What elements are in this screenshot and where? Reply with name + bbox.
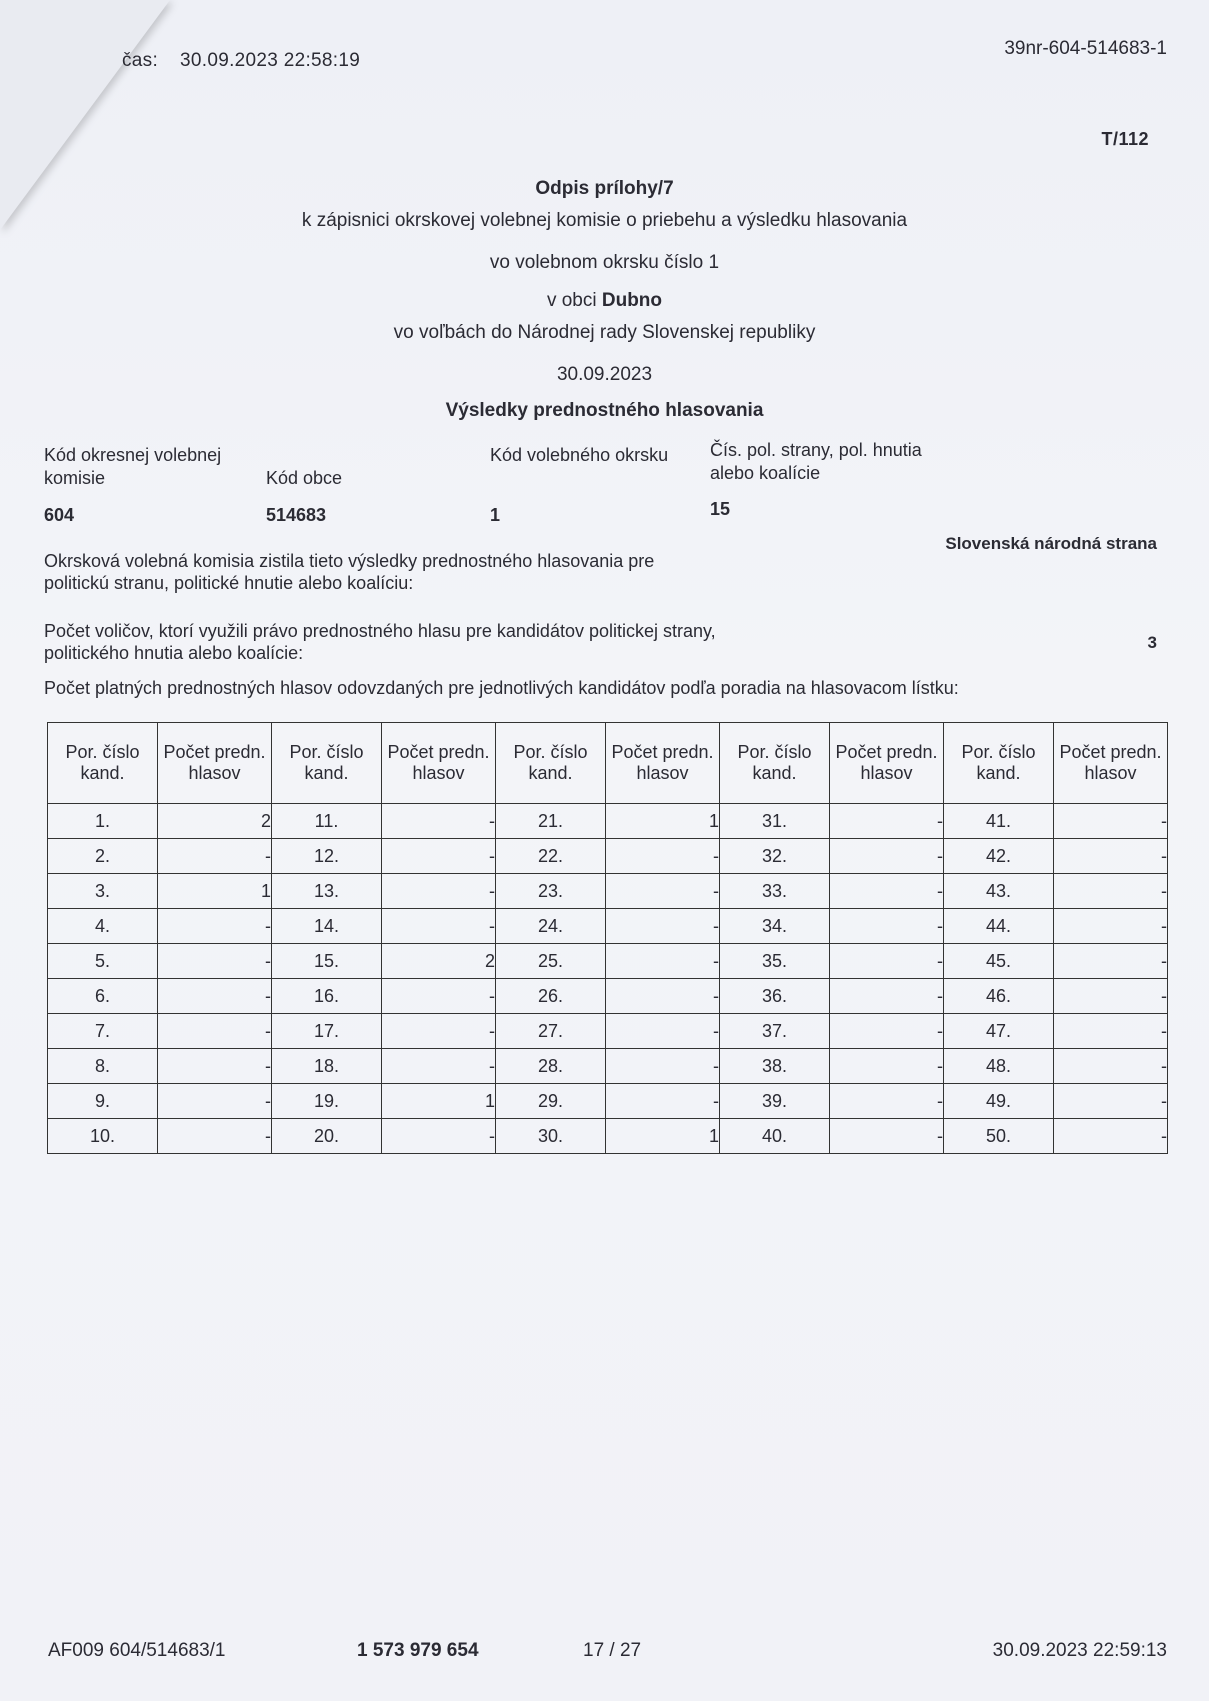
candidate-number: 48.	[944, 1049, 1054, 1084]
doc-subtitle: k zápisnici okrskovej volebnej komisie o priebehu a výsledku hlasovania	[301, 210, 908, 231]
okrsok-code-label: Kód volebného okrsku	[490, 445, 669, 465]
party-number-label: Čís. pol. strany, pol. hnutia alebo koalície	[710, 440, 922, 483]
preferential-votes: -	[158, 1084, 272, 1119]
candidate-number: 13.	[272, 874, 382, 909]
table-row	[48, 979, 1168, 1014]
preferential-votes: -	[606, 909, 720, 944]
preferential-votes: -	[1054, 839, 1168, 874]
preferential-votes: -	[1054, 1049, 1168, 1084]
candidate-number: 4.	[48, 909, 158, 944]
town-prefix: v obci	[546, 290, 602, 311]
candidate-number: 22.	[496, 839, 606, 874]
preferential-votes: -	[382, 979, 496, 1014]
candidate-number: 26.	[496, 979, 606, 1014]
preferential-votes: -	[158, 1049, 272, 1084]
preferential-votes: -	[606, 1014, 720, 1049]
table-body	[48, 804, 1168, 1154]
candidate-number: 11.	[272, 804, 382, 839]
header-hlasy: Počet predn. hlasov	[158, 723, 272, 804]
candidate-number: 30.	[496, 1119, 606, 1154]
preferential-votes: -	[606, 874, 720, 909]
preferential-votes: -	[830, 979, 944, 1014]
preferential-votes: -	[382, 909, 496, 944]
preferential-votes: -	[606, 979, 720, 1014]
candidate-number: 10.	[48, 1119, 158, 1154]
table-row	[48, 1014, 1168, 1049]
footer-timestamp: 30.09.2023 22:59:13	[992, 1640, 1167, 1661]
section-heading: Výsledky prednostného hlasovania	[445, 400, 764, 421]
district-line: vo volebnom okrsku číslo 1	[489, 252, 720, 273]
candidate-number: 39.	[720, 1084, 830, 1119]
preferential-votes: 1	[606, 804, 720, 839]
candidate-number: 16.	[272, 979, 382, 1014]
candidate-number: 25.	[496, 944, 606, 979]
table-row	[48, 1049, 1168, 1084]
preferential-votes: -	[830, 1119, 944, 1154]
candidate-number: 9.	[48, 1084, 158, 1119]
preferential-votes: -	[158, 979, 272, 1014]
candidate-number: 12.	[272, 839, 382, 874]
preferential-votes: -	[382, 874, 496, 909]
table-row	[48, 804, 1168, 839]
candidate-number: 21.	[496, 804, 606, 839]
table-row	[48, 874, 1168, 909]
election-date: 30.09.2023	[556, 364, 653, 385]
results-table	[47, 722, 1168, 1154]
preferential-votes: 2	[158, 804, 272, 839]
okres-code-label: Kód okresnej volebnej komisie	[44, 445, 222, 488]
candidate-number: 35.	[720, 944, 830, 979]
candidate-number: 41.	[944, 804, 1054, 839]
preferential-votes: -	[1054, 909, 1168, 944]
header-kand: Por. číslo kand.	[944, 723, 1054, 804]
obec-code-label: Kód obce	[266, 468, 343, 488]
preferential-votes: -	[1054, 979, 1168, 1014]
header-hlasy: Počet predn. hlasov	[830, 723, 944, 804]
preferential-votes: -	[1054, 874, 1168, 909]
candidate-number: 36.	[720, 979, 830, 1014]
footer-page: 17 / 27	[583, 1640, 642, 1661]
header-kand: Por. číslo kand.	[48, 723, 158, 804]
okres-code-value: 604	[44, 505, 75, 525]
election-line: vo voľbách do Národnej rady Slovenskej republiky	[393, 322, 816, 343]
preferential-votes: -	[830, 1049, 944, 1084]
party-number-value: 15	[710, 499, 731, 519]
table-row	[48, 1084, 1168, 1119]
candidate-number: 7.	[48, 1014, 158, 1049]
preferential-votes: -	[158, 1119, 272, 1154]
candidate-number: 2.	[48, 839, 158, 874]
print-timestamp	[122, 50, 360, 72]
candidate-number: 45.	[944, 944, 1054, 979]
preferential-votes: -	[830, 804, 944, 839]
candidate-number: 44.	[944, 909, 1054, 944]
preferential-votes: -	[830, 909, 944, 944]
candidate-number: 43.	[944, 874, 1054, 909]
statement-votes: Počet platných prednostných hlasov odovzdaných pre jednotlivých kandidátov podľa poradia na hlasovacom lístku:	[44, 678, 959, 698]
candidate-number: 50.	[944, 1119, 1054, 1154]
candidate-number: 28.	[496, 1049, 606, 1084]
candidate-number: 46.	[944, 979, 1054, 1014]
header-hlasy: Počet predn. hlasov	[606, 723, 720, 804]
candidate-number: 17.	[272, 1014, 382, 1049]
candidate-number: 27.	[496, 1014, 606, 1049]
preferential-votes: -	[606, 1049, 720, 1084]
preferential-votes: 2	[382, 944, 496, 979]
town-line	[0, 290, 1209, 312]
candidate-number: 6.	[48, 979, 158, 1014]
form-code: T/112	[1101, 129, 1149, 149]
table-header-row	[48, 723, 1168, 804]
preferential-votes: -	[1054, 944, 1168, 979]
preferential-votes: 1	[382, 1084, 496, 1119]
candidate-number: 20.	[272, 1119, 382, 1154]
obec-code-value: 514683	[266, 505, 327, 525]
table-row	[48, 1119, 1168, 1154]
preferential-votes: -	[382, 839, 496, 874]
candidate-number: 15.	[272, 944, 382, 979]
candidate-number: 37.	[720, 1014, 830, 1049]
preferential-votes: -	[382, 1014, 496, 1049]
table-row	[48, 944, 1168, 979]
party-name: Slovenská národná strana	[945, 534, 1157, 553]
candidate-number: 24.	[496, 909, 606, 944]
preferential-votes: -	[606, 944, 720, 979]
candidate-number: 1.	[48, 804, 158, 839]
statement-results: Okrsková volebná komisia zistila tieto výsledky prednostného hlasovania pre politickú stranu, politické hnutie alebo koalíciu:	[44, 551, 655, 593]
voters-count: 3	[1147, 633, 1157, 652]
preferential-votes: -	[830, 1084, 944, 1119]
candidate-number: 33.	[720, 874, 830, 909]
header-kand: Por. číslo kand.	[720, 723, 830, 804]
header-kand: Por. číslo kand.	[496, 723, 606, 804]
town-name: Dubno	[601, 290, 663, 311]
candidate-number: 23.	[496, 874, 606, 909]
doc-title: Odpis prílohy/7	[535, 178, 674, 199]
candidate-number: 42.	[944, 839, 1054, 874]
preferential-votes: -	[382, 1119, 496, 1154]
preferential-votes: -	[830, 874, 944, 909]
candidate-number: 32.	[720, 839, 830, 874]
candidate-number: 34.	[720, 909, 830, 944]
preferential-votes: -	[830, 944, 944, 979]
header-kand: Por. číslo kand.	[272, 723, 382, 804]
preferential-votes: -	[830, 1014, 944, 1049]
candidate-number: 31.	[720, 804, 830, 839]
candidate-number: 3.	[48, 874, 158, 909]
preferential-votes: -	[158, 909, 272, 944]
time-value: 30.09.2023 22:58:19	[180, 50, 361, 71]
candidate-number: 29.	[496, 1084, 606, 1119]
okrsok-code-value: 1	[490, 505, 501, 525]
preferential-votes: -	[382, 804, 496, 839]
table-row	[48, 839, 1168, 874]
preferential-votes: -	[1054, 1084, 1168, 1119]
preferential-votes: -	[158, 1014, 272, 1049]
table-row	[48, 909, 1168, 944]
preferential-votes: -	[1054, 1119, 1168, 1154]
header-hlasy: Počet predn. hlasov	[1054, 723, 1168, 804]
candidate-number: 5.	[48, 944, 158, 979]
document-id: 39nr-604-514683-1	[1004, 38, 1167, 59]
preferential-votes: -	[830, 839, 944, 874]
footer-code: AF009 604/514683/1	[48, 1640, 226, 1661]
candidate-number: 47.	[944, 1014, 1054, 1049]
header-hlasy: Počet predn. hlasov	[382, 723, 496, 804]
candidate-number: 40.	[720, 1119, 830, 1154]
preferential-votes: 1	[606, 1119, 720, 1154]
statement-voters: Počet voličov, ktorí využili právo prednostného hlasu pre kandidátov politickej strany, politického hnutia alebo koalície:	[44, 621, 716, 663]
preferential-votes: -	[158, 839, 272, 874]
preferential-votes: -	[1054, 804, 1168, 839]
footer-number: 1 573 979 654	[357, 1640, 479, 1661]
preferential-votes: -	[382, 1049, 496, 1084]
candidate-number: 18.	[272, 1049, 382, 1084]
candidate-number: 38.	[720, 1049, 830, 1084]
preferential-votes: -	[158, 944, 272, 979]
candidate-number: 14.	[272, 909, 382, 944]
preferential-votes: -	[1054, 1014, 1168, 1049]
preferential-votes: -	[606, 839, 720, 874]
preferential-votes: -	[606, 1084, 720, 1119]
time-label: čas:	[122, 50, 159, 71]
candidate-number: 19.	[272, 1084, 382, 1119]
candidate-number: 49.	[944, 1084, 1054, 1119]
preferential-votes: 1	[158, 874, 272, 909]
candidate-number: 8.	[48, 1049, 158, 1084]
